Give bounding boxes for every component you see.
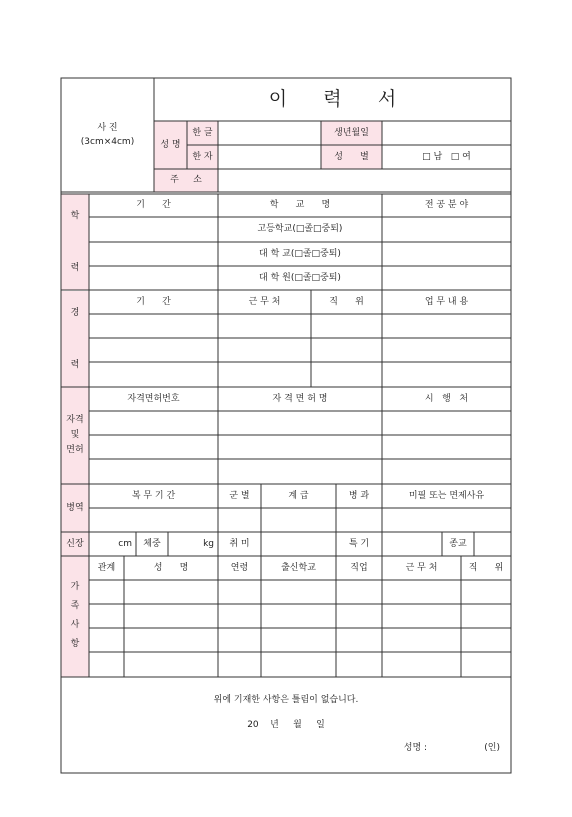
career-period-header: 기 간 — [136, 296, 171, 307]
specialty-label: 특 기 — [348, 538, 370, 549]
education-major-header: 전 공 분 야 — [424, 200, 469, 211]
height-unit[interactable]: cm — [118, 538, 132, 549]
education-row-graduate[interactable]: 대 학 원(□졸□중퇴) — [259, 272, 341, 283]
career-position-header: 직 위 — [329, 296, 364, 307]
military-exempt-header: 미필 또는 면제사유 — [408, 490, 485, 501]
address-field[interactable] — [218, 169, 511, 192]
family-school-header: 출신학교 — [281, 562, 316, 573]
license-name-header: 자 격 면 허 명 — [272, 393, 328, 404]
photo-box[interactable] — [61, 78, 154, 192]
education-row-highschool[interactable]: 고등학교(□졸□중퇴) — [257, 224, 343, 235]
photo-size: (3cm×4cm) — [80, 136, 135, 147]
family-job-header: 직업 — [350, 562, 368, 573]
military-specialty-header: 병 과 — [348, 490, 370, 501]
family-position-header: 직 위 — [468, 562, 504, 573]
military-branch-header: 군 별 — [229, 490, 250, 501]
name-hangul-field[interactable] — [218, 121, 321, 145]
page-title: 이 력 서 — [268, 87, 397, 110]
military-period-header: 복 무 기 간 — [131, 490, 176, 501]
license-issuer-header: 시 행 처 — [424, 393, 469, 404]
family-relation-header: 관계 — [97, 562, 116, 573]
military-section-label: 병역 — [66, 502, 84, 513]
hobby-label: 취 미 — [229, 538, 250, 549]
hanja-label: 한 자 — [192, 151, 213, 162]
address-label: 주 소 — [170, 175, 202, 186]
family-workplace-header: 근 무 처 — [405, 562, 438, 573]
birth-field[interactable] — [382, 121, 511, 145]
weight-label: 체중 — [143, 538, 161, 549]
gender-checkboxes[interactable]: □ 남 □ 여 — [422, 151, 471, 162]
date-line[interactable]: 20 년 월 일 — [247, 719, 325, 730]
education-school-header: 학 교 명 — [269, 200, 331, 211]
education-row-university[interactable]: 대 학 교(□졸□중퇴) — [259, 248, 341, 259]
birth-label: 생년월일 — [334, 127, 369, 138]
gender-label: 성 별 — [334, 151, 369, 162]
family-name-header: 성 명 — [153, 562, 189, 573]
height-label: 신장 — [66, 538, 84, 549]
family-section-label: 가 족 사 항 — [70, 582, 80, 650]
career-duties-header: 업 무 내 용 — [424, 296, 469, 307]
family-age-header: 연령 — [230, 562, 249, 573]
religion-label: 종교 — [449, 538, 467, 549]
name-label: 성 명 — [160, 139, 181, 150]
license-number-header: 자격면허번호 — [127, 393, 180, 404]
education-section-label: 학 력 — [70, 210, 80, 273]
name-hanja-field[interactable] — [218, 145, 321, 169]
military-rank-header: 계 급 — [288, 490, 309, 501]
photo-label: 사 진 — [97, 123, 118, 134]
education-period-header: 기 간 — [136, 200, 171, 211]
career-workplace-header: 근 무 처 — [248, 296, 281, 307]
declaration-text: 위에 기재한 사항은 틀림이 없습니다. — [213, 694, 359, 705]
hangul-label: 한 글 — [192, 127, 213, 138]
license-section-label: 자격 및 면허 — [66, 414, 84, 456]
career-section-label: 경 력 — [70, 307, 80, 370]
signature-line[interactable]: 성명 : (인) — [403, 742, 500, 753]
weight-unit[interactable]: kg — [203, 538, 214, 549]
